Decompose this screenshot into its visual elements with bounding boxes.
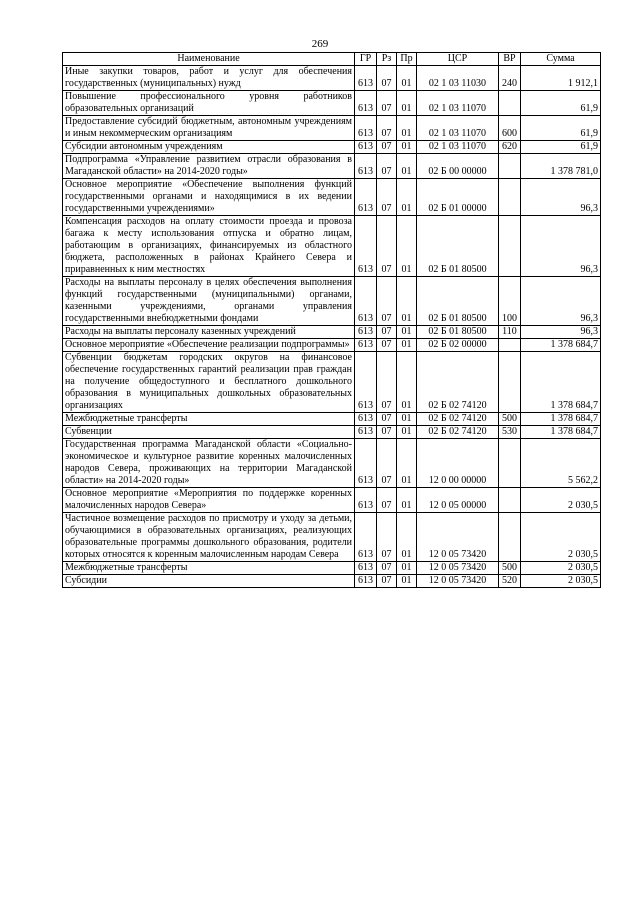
cell-pr: 01 [397,116,417,141]
column-header-rz: Рз [377,53,397,66]
cell-vr [499,154,521,179]
cell-vr [499,179,521,216]
cell-gr: 613 [355,116,377,141]
cell-rz: 07 [377,91,397,116]
cell-name: Компенсация расходов на оплату стоимости проезда и провоза багажа к месту использования отпуска и обратно лицам, работающим в организациях, финансируемых из областного бюджета, расположенных в районах Крайнего Севера и приравненных к ним местностях [63,216,355,277]
cell-rz: 07 [377,339,397,352]
cell-pr: 01 [397,277,417,326]
table-row [63,277,601,326]
table-row [63,575,601,588]
cell-name: Частичное возмещение расходов по присмотру и уходу за детьми, обучающимися в образовательных организациях, реализующих образовательные программы дошкольного образования, родители которых относятся к коренным малочисленным народам Севера [63,513,355,562]
table-row [63,513,601,562]
table-row [63,91,601,116]
cell-csr: 02 Б 00 00000 [417,154,499,179]
cell-pr: 01 [397,66,417,91]
cell-vr: 530 [499,426,521,439]
cell-vr [499,439,521,488]
cell-pr: 01 [397,513,417,562]
cell-pr: 01 [397,141,417,154]
cell-sum: 61,9 [521,141,601,154]
cell-vr: 520 [499,575,521,588]
cell-vr [499,488,521,513]
cell-name: Субвенции бюджетам городских округов на финансовое обеспечение государственных гарантий реализации прав граждан на получение общедоступного и бесплатного дошкольного образования в муниципальных дошкольных образовательных организациях [63,352,355,413]
cell-vr: 240 [499,66,521,91]
cell-gr: 613 [355,439,377,488]
cell-rz: 07 [377,179,397,216]
cell-rz: 07 [377,488,397,513]
cell-pr: 01 [397,352,417,413]
cell-vr: 620 [499,141,521,154]
cell-name: Предоставление субсидий бюджетным, автономным учреждениям и иным некоммерческим организациям [63,116,355,141]
cell-pr: 01 [397,91,417,116]
cell-rz: 07 [377,116,397,141]
cell-name: Субсидии автономным учреждениям [63,141,355,154]
table-row [63,488,601,513]
cell-gr: 613 [355,352,377,413]
cell-pr: 01 [397,179,417,216]
cell-csr: 02 Б 02 74120 [417,413,499,426]
cell-gr: 613 [355,91,377,116]
cell-gr: 613 [355,216,377,277]
cell-pr: 01 [397,413,417,426]
cell-gr: 613 [355,326,377,339]
cell-sum: 2 030,5 [521,575,601,588]
column-header-name: Наименование [63,53,355,66]
cell-vr: 500 [499,562,521,575]
cell-gr: 613 [355,141,377,154]
cell-gr: 613 [355,339,377,352]
cell-gr: 613 [355,179,377,216]
cell-sum: 1 378 684,7 [521,339,601,352]
cell-pr: 01 [397,439,417,488]
cell-name: Иные закупки товаров, работ и услуг для обеспечения государственных (муниципальных) нужд [63,66,355,91]
cell-gr: 613 [355,513,377,562]
cell-gr: 613 [355,426,377,439]
cell-gr: 613 [355,575,377,588]
cell-rz: 07 [377,426,397,439]
cell-csr: 02 Б 02 74120 [417,426,499,439]
table-header-row [63,53,601,66]
table-body [63,66,601,588]
cell-csr: 02 Б 01 80500 [417,216,499,277]
cell-rz: 07 [377,352,397,413]
cell-rz: 07 [377,575,397,588]
cell-sum: 61,9 [521,116,601,141]
table-row [63,116,601,141]
cell-name: Межбюджетные трансферты [63,413,355,426]
cell-csr: 12 0 05 73420 [417,562,499,575]
cell-sum: 1 378 684,7 [521,426,601,439]
cell-sum: 96,3 [521,277,601,326]
cell-vr [499,216,521,277]
column-header-csr: ЦСР [417,53,499,66]
cell-csr: 12 0 05 73420 [417,575,499,588]
cell-rz: 07 [377,154,397,179]
cell-csr: 02 1 03 11030 [417,66,499,91]
cell-vr [499,91,521,116]
column-header-gr: ГР [355,53,377,66]
cell-gr: 613 [355,277,377,326]
column-header-pr: Пр [397,53,417,66]
cell-rz: 07 [377,277,397,326]
cell-vr: 110 [499,326,521,339]
cell-rz: 07 [377,141,397,154]
cell-csr: 02 1 03 11070 [417,91,499,116]
cell-pr: 01 [397,562,417,575]
table-row [63,216,601,277]
cell-pr: 01 [397,426,417,439]
cell-sum: 1 378 684,7 [521,352,601,413]
cell-csr: 12 0 00 00000 [417,439,499,488]
column-header-vr: ВР [499,53,521,66]
cell-sum: 96,3 [521,179,601,216]
table-row [63,352,601,413]
cell-sum: 96,3 [521,216,601,277]
table-row [63,141,601,154]
cell-name: Расходы на выплаты персоналу казенных учреждений [63,326,355,339]
cell-csr: 02 Б 01 00000 [417,179,499,216]
cell-pr: 01 [397,326,417,339]
page-number: 269 [311,38,329,50]
table-row [63,154,601,179]
cell-rz: 07 [377,413,397,426]
cell-name: Основное мероприятие «Обеспечение реализации подпрограммы» [63,339,355,352]
cell-name: Расходы на выплаты персоналу в целях обеспечения выполнения функций государственными (муниципальными) органами, казенными учреждениями, органами управления государственными внебюджетными фондами [63,277,355,326]
cell-sum: 2 030,5 [521,488,601,513]
cell-name: Субвенции [63,426,355,439]
cell-vr: 100 [499,277,521,326]
cell-rz: 07 [377,326,397,339]
cell-name: Основное мероприятие «Мероприятия по поддержке коренных малочисленных народов Севера» [63,488,355,513]
cell-csr: 02 Б 02 00000 [417,339,499,352]
cell-vr: 600 [499,116,521,141]
cell-sum: 2 030,5 [521,513,601,562]
cell-pr: 01 [397,154,417,179]
cell-sum: 1 378 781,0 [521,154,601,179]
cell-gr: 613 [355,154,377,179]
cell-pr: 01 [397,488,417,513]
cell-csr: 02 Б 02 74120 [417,352,499,413]
cell-gr: 613 [355,66,377,91]
table-row [63,179,601,216]
cell-name: Подпрограмма «Управление развитием отрасли образования в Магаданской области» на 2014-2020 годы» [63,154,355,179]
table-row [63,339,601,352]
cell-rz: 07 [377,66,397,91]
table-row [63,426,601,439]
cell-rz: 07 [377,562,397,575]
cell-csr: 12 0 05 73420 [417,513,499,562]
cell-csr: 12 0 05 00000 [417,488,499,513]
cell-vr [499,513,521,562]
cell-name: Основное мероприятие «Обеспечение выполнения функций государственными органами и находящимися в их ведении государственными учреждениями» [63,179,355,216]
table-row [63,562,601,575]
cell-sum: 61,9 [521,91,601,116]
cell-rz: 07 [377,216,397,277]
cell-sum: 96,3 [521,326,601,339]
cell-csr: 02 1 03 11070 [417,116,499,141]
budget-table [62,52,601,588]
cell-sum: 1 378 684,7 [521,413,601,426]
cell-gr: 613 [355,413,377,426]
cell-csr: 02 Б 01 80500 [417,326,499,339]
cell-sum: 2 030,5 [521,562,601,575]
cell-gr: 613 [355,488,377,513]
cell-name: Повышение профессионального уровня работников образовательных организаций [63,91,355,116]
table-row [63,439,601,488]
cell-name: Субсидии [63,575,355,588]
cell-rz: 07 [377,513,397,562]
table-row [63,66,601,91]
cell-pr: 01 [397,339,417,352]
cell-name: Государственная программа Магаданской области «Социально-экономическое и культурное развитие коренных малочисленных народов Севера, проживающих на территории Магаданской области» на 2014-2020 годы» [63,439,355,488]
cell-csr: 02 Б 01 80500 [417,277,499,326]
cell-pr: 01 [397,216,417,277]
cell-gr: 613 [355,562,377,575]
cell-vr: 500 [499,413,521,426]
cell-rz: 07 [377,439,397,488]
cell-pr: 01 [397,575,417,588]
table-row [63,413,601,426]
cell-sum: 5 562,2 [521,439,601,488]
cell-vr [499,339,521,352]
column-header-sum: Сумма [521,53,601,66]
cell-name: Межбюджетные трансферты [63,562,355,575]
cell-csr: 02 1 03 11070 [417,141,499,154]
table-row [63,326,601,339]
cell-sum: 1 912,1 [521,66,601,91]
cell-vr [499,352,521,413]
